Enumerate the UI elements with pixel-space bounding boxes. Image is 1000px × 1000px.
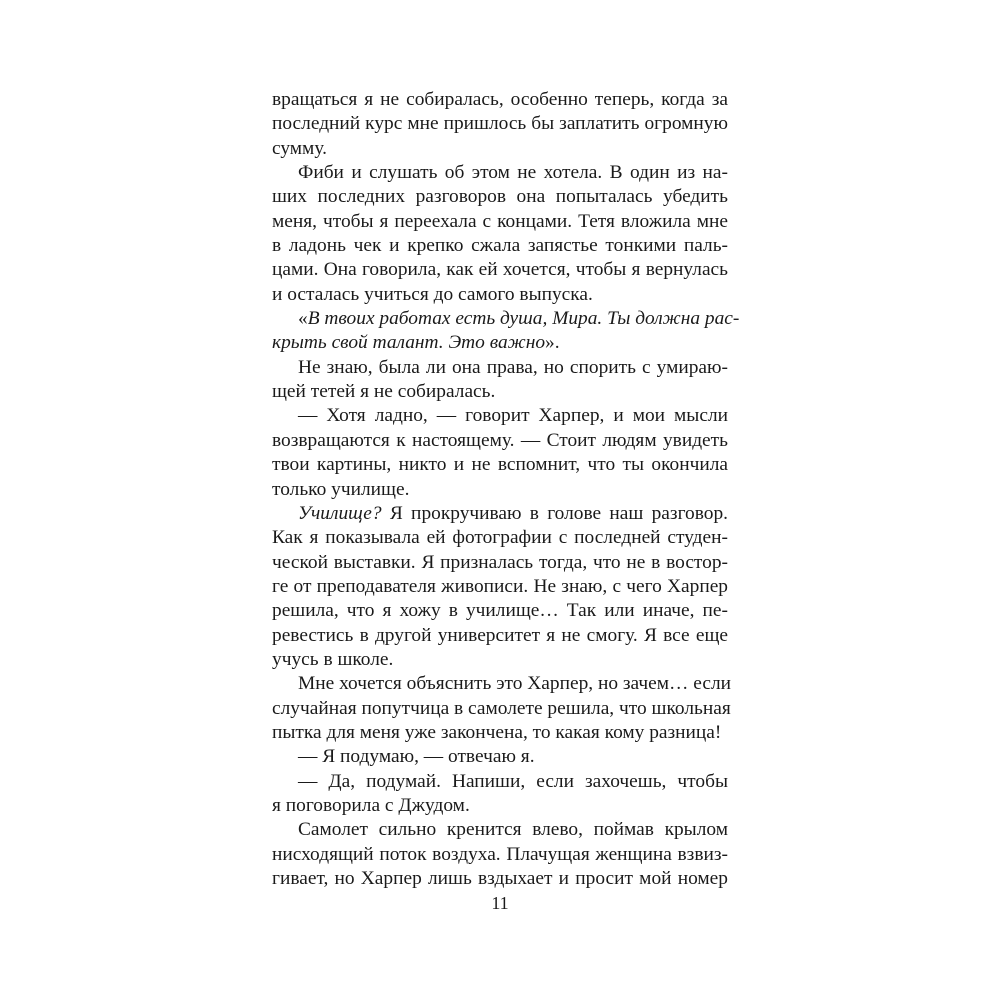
text-line: учусь в школе. <box>272 648 394 670</box>
text-line: ревестись в другой университет я не смогу. Я все еще <box>272 624 728 646</box>
quote-line <box>272 307 740 331</box>
text-line: Не знаю, была ли она права, но спорить с умираю- <box>298 356 728 378</box>
dialogue-line: только училище. <box>272 478 410 500</box>
line-rest: Я прокручиваю в голове наш разговор. <box>381 502 728 524</box>
quote-close-mark: ». <box>545 332 560 354</box>
dialogue-line: — Я подумаю, — отвечаю я. <box>298 746 535 768</box>
text-line: пытка для меня уже закончена, то какая кому разница! <box>272 721 722 743</box>
dialogue-line: — Хотя ладно, — говорит Харпер, и мои мысли <box>298 405 728 427</box>
text-line: щей тетей я не собиралась. <box>272 381 496 403</box>
text-line: нисходящий поток воздуха. Плачущая женщина взвиз- <box>272 843 728 865</box>
text-line: и осталась учиться до самого выпуска. <box>272 283 593 305</box>
text-line: ге от преподавателя живописи. Не знаю, с чего Харпер <box>272 575 728 597</box>
text-line: последний курс мне пришлось бы заплатить огромную <box>272 113 728 135</box>
dialogue-line: твои картины, никто и не вспомнит, что ты окончила <box>272 454 728 476</box>
text-line: Как я показывала ей фотографии с последней студен- <box>272 527 728 549</box>
italic-quote-text: В твоих работах есть душа, Мира. Ты должна рас- <box>307 308 740 330</box>
quote-line <box>272 331 728 355</box>
text-line: меня, чтобы я переехала с концами. Тетя вложила мне <box>272 210 728 232</box>
page-number: 11 <box>491 893 509 913</box>
text-line: Фиби и слушать об этом не хотела. В один из на- <box>298 162 728 184</box>
text-line: Мне хочется объяснить это Харпер, но зачем… если <box>298 673 732 695</box>
text-line: сумму. <box>272 137 327 159</box>
text-line: Самолет сильно кренится влево, поймав крылом <box>298 819 728 841</box>
text-line: вращаться я не собиралась, особенно теперь, когда за <box>272 89 728 110</box>
text-line: цами. Она говорила, как ей хочется, чтобы я вернулась <box>272 259 728 281</box>
text-line: гивает, но Харпер лишь вздыхает и просит мой номер <box>272 868 728 889</box>
italic-quote-text: крыть свой талант. Это важно <box>272 332 546 354</box>
text-line: случайная попутчица в самолете решила, что школьная <box>272 697 731 719</box>
text-line: решила, что я хожу в училище… Так или иначе, пе- <box>272 600 728 622</box>
italic-lead-word: Училище? <box>298 502 382 524</box>
text-line: в ладонь чек и крепко сжала запястье тонкими паль- <box>272 235 728 257</box>
text-line: ческой выставки. Я призналась тогда, что не в востор- <box>272 551 728 573</box>
quote-open-mark: « <box>298 308 308 330</box>
text-line: ших последних разговоров она попыталась убедить <box>272 186 728 208</box>
body-text <box>272 88 740 891</box>
dialogue-line: — Да, подумай. Напиши, если захочешь, чтобы <box>298 770 728 792</box>
text-line <box>272 502 728 526</box>
dialogue-line: возвращаются к настоящему. — Стоит людям увидеть <box>272 429 728 451</box>
dialogue-line: я поговорила с Джудом. <box>272 794 470 816</box>
